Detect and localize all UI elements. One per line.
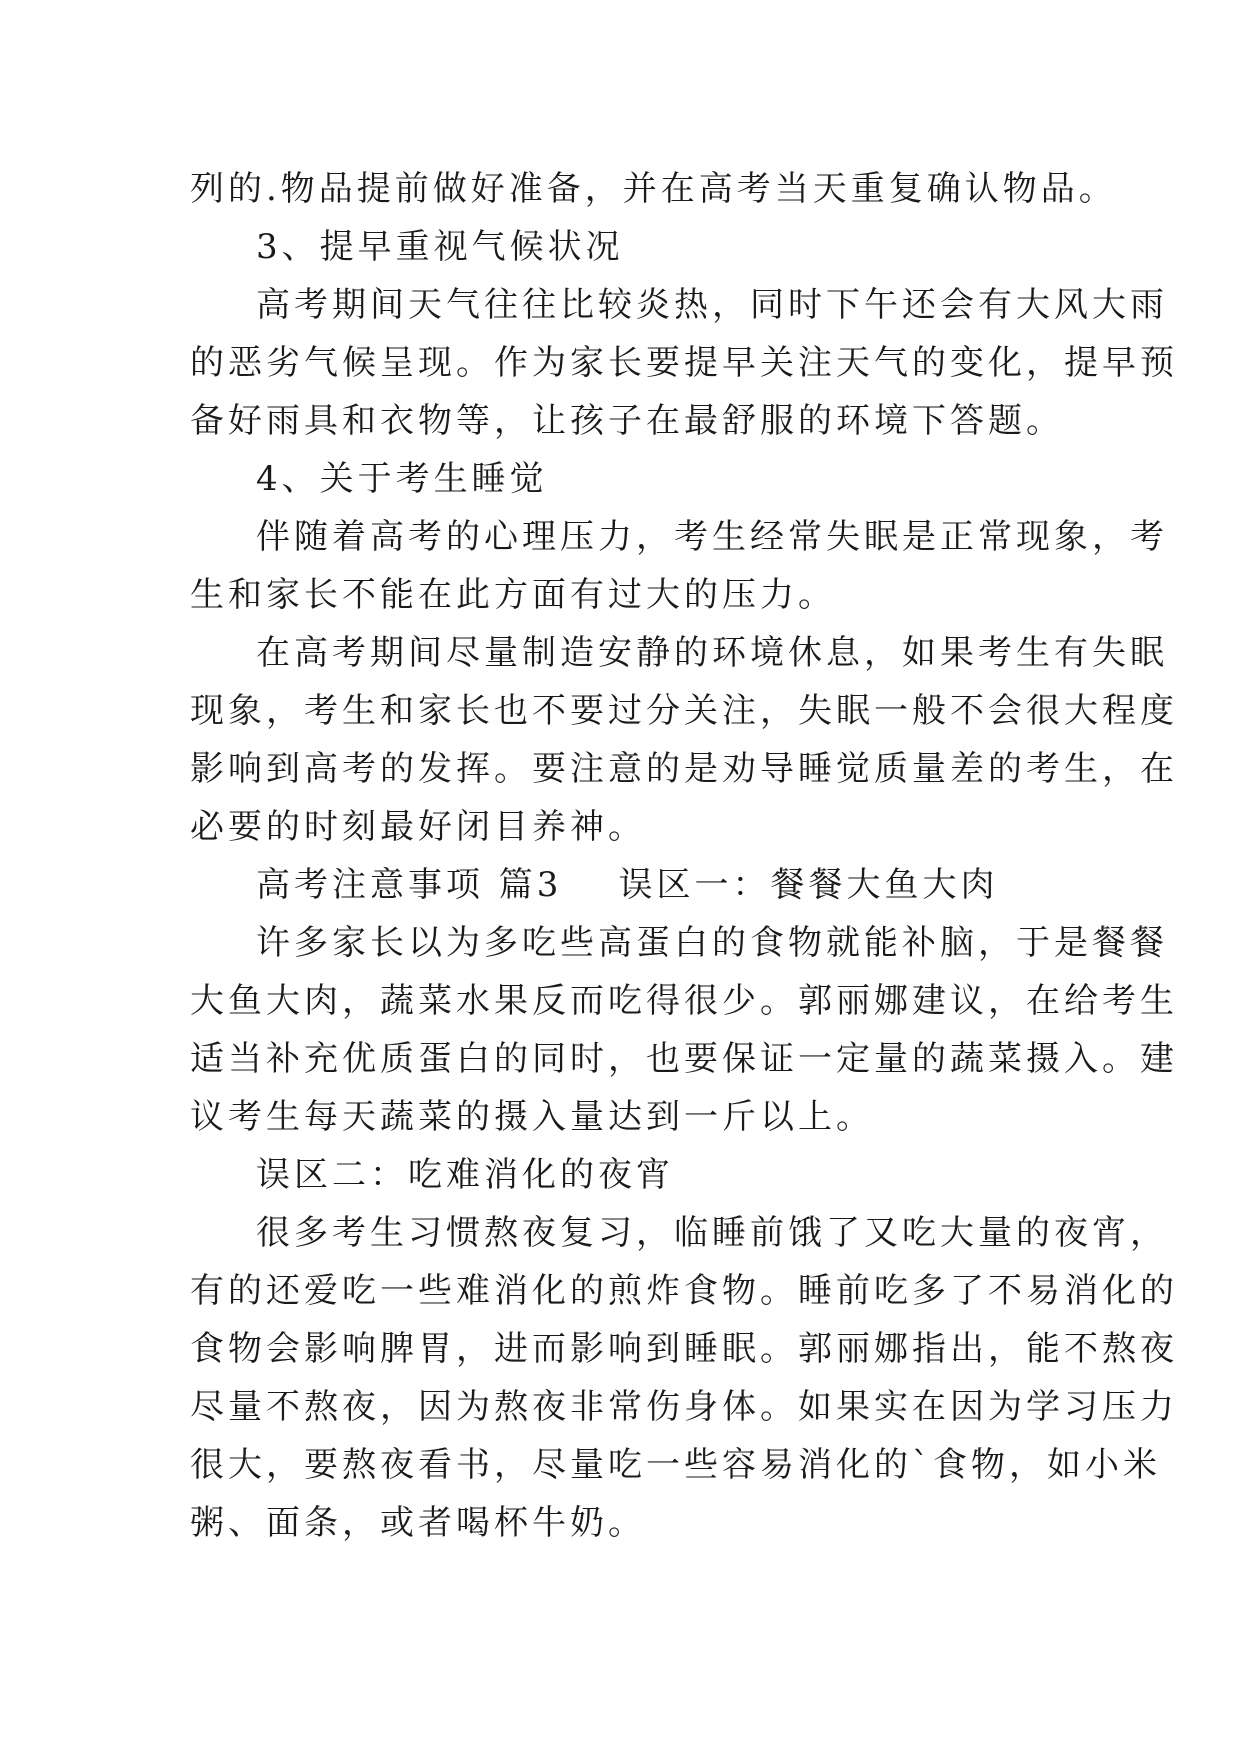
paragraph-line: 食物会影响脾胃，进而影响到睡眠。郭丽娜指出，能不熬夜 bbox=[190, 1329, 1178, 1369]
paragraph-line: 尽量不熬夜，因为熬夜非常伤身体。如果实在因为学习压力 bbox=[190, 1387, 1178, 1427]
paragraph-line: 许多家长以为多吃些高蛋白的食物就能补脑，于是餐餐 bbox=[256, 923, 1168, 963]
paragraph-line: 列的.物品提前做好准备，并在高考当天重复确认物品。 bbox=[190, 169, 1117, 209]
section-heading-misconception-2: 误区二：吃难消化的夜宵 bbox=[256, 1155, 674, 1195]
paragraph-line: 备好雨具和衣物等，让孩子在最舒服的环境下答题。 bbox=[190, 401, 1064, 441]
paragraph-line: 高考期间天气往往比较炎热，同时下午还会有大风大雨 bbox=[256, 285, 1168, 325]
paragraph-line: 适当补充优质蛋白的同时，也要保证一定量的蔬菜摄入。建 bbox=[190, 1039, 1178, 1079]
paragraph-line: 现象，考生和家长也不要过分关注，失眠一般不会很大程度 bbox=[190, 691, 1178, 731]
section-subtitle: 误区一：餐餐大鱼大肉 bbox=[618, 865, 999, 905]
paragraph-line: 很大，要熬夜看书，尽量吃一些容易消化的`食物，如小米 bbox=[190, 1445, 1161, 1485]
section-title: 高考注意事项 篇3 bbox=[256, 865, 563, 905]
document-body bbox=[190, 160, 1178, 1552]
paragraph-line: 生和家长不能在此方面有过大的压力。 bbox=[190, 575, 836, 615]
paragraph-line: 在高考期间尽量制造安静的环境休息，如果考生有失眠 bbox=[256, 633, 1168, 673]
paragraph-line: 议考生每天蔬菜的摄入量达到一斤以上。 bbox=[190, 1097, 874, 1137]
section-heading-climate: 3、提早重视气候状况 bbox=[256, 227, 624, 267]
paragraph-line: 很多考生习惯熬夜复习，临睡前饿了又吃大量的夜宵， bbox=[256, 1213, 1168, 1253]
paragraph-line: 粥、面条，或者喝杯牛奶。 bbox=[190, 1503, 646, 1543]
paragraph-line: 影响到高考的发挥。要注意的是劝导睡觉质量差的考生，在 bbox=[190, 749, 1178, 789]
paragraph-line: 大鱼大肉，蔬菜水果反而吃得很少。郭丽娜建议，在给考生 bbox=[190, 981, 1178, 1021]
paragraph-line: 伴随着高考的心理压力，考生经常失眠是正常现象，考 bbox=[256, 517, 1168, 557]
section-heading-part3 bbox=[190, 856, 1070, 914]
paragraph-line: 必要的时刻最好闭目养神。 bbox=[190, 807, 646, 847]
paragraph-line: 有的还爱吃一些难消化的煎炸食物。睡前吃多了不易消化的 bbox=[190, 1271, 1178, 1311]
section-heading-sleep: 4、关于考生睡觉 bbox=[256, 459, 548, 499]
paragraph-line: 的恶劣气候呈现。作为家长要提早关注天气的变化，提早预 bbox=[190, 343, 1178, 383]
